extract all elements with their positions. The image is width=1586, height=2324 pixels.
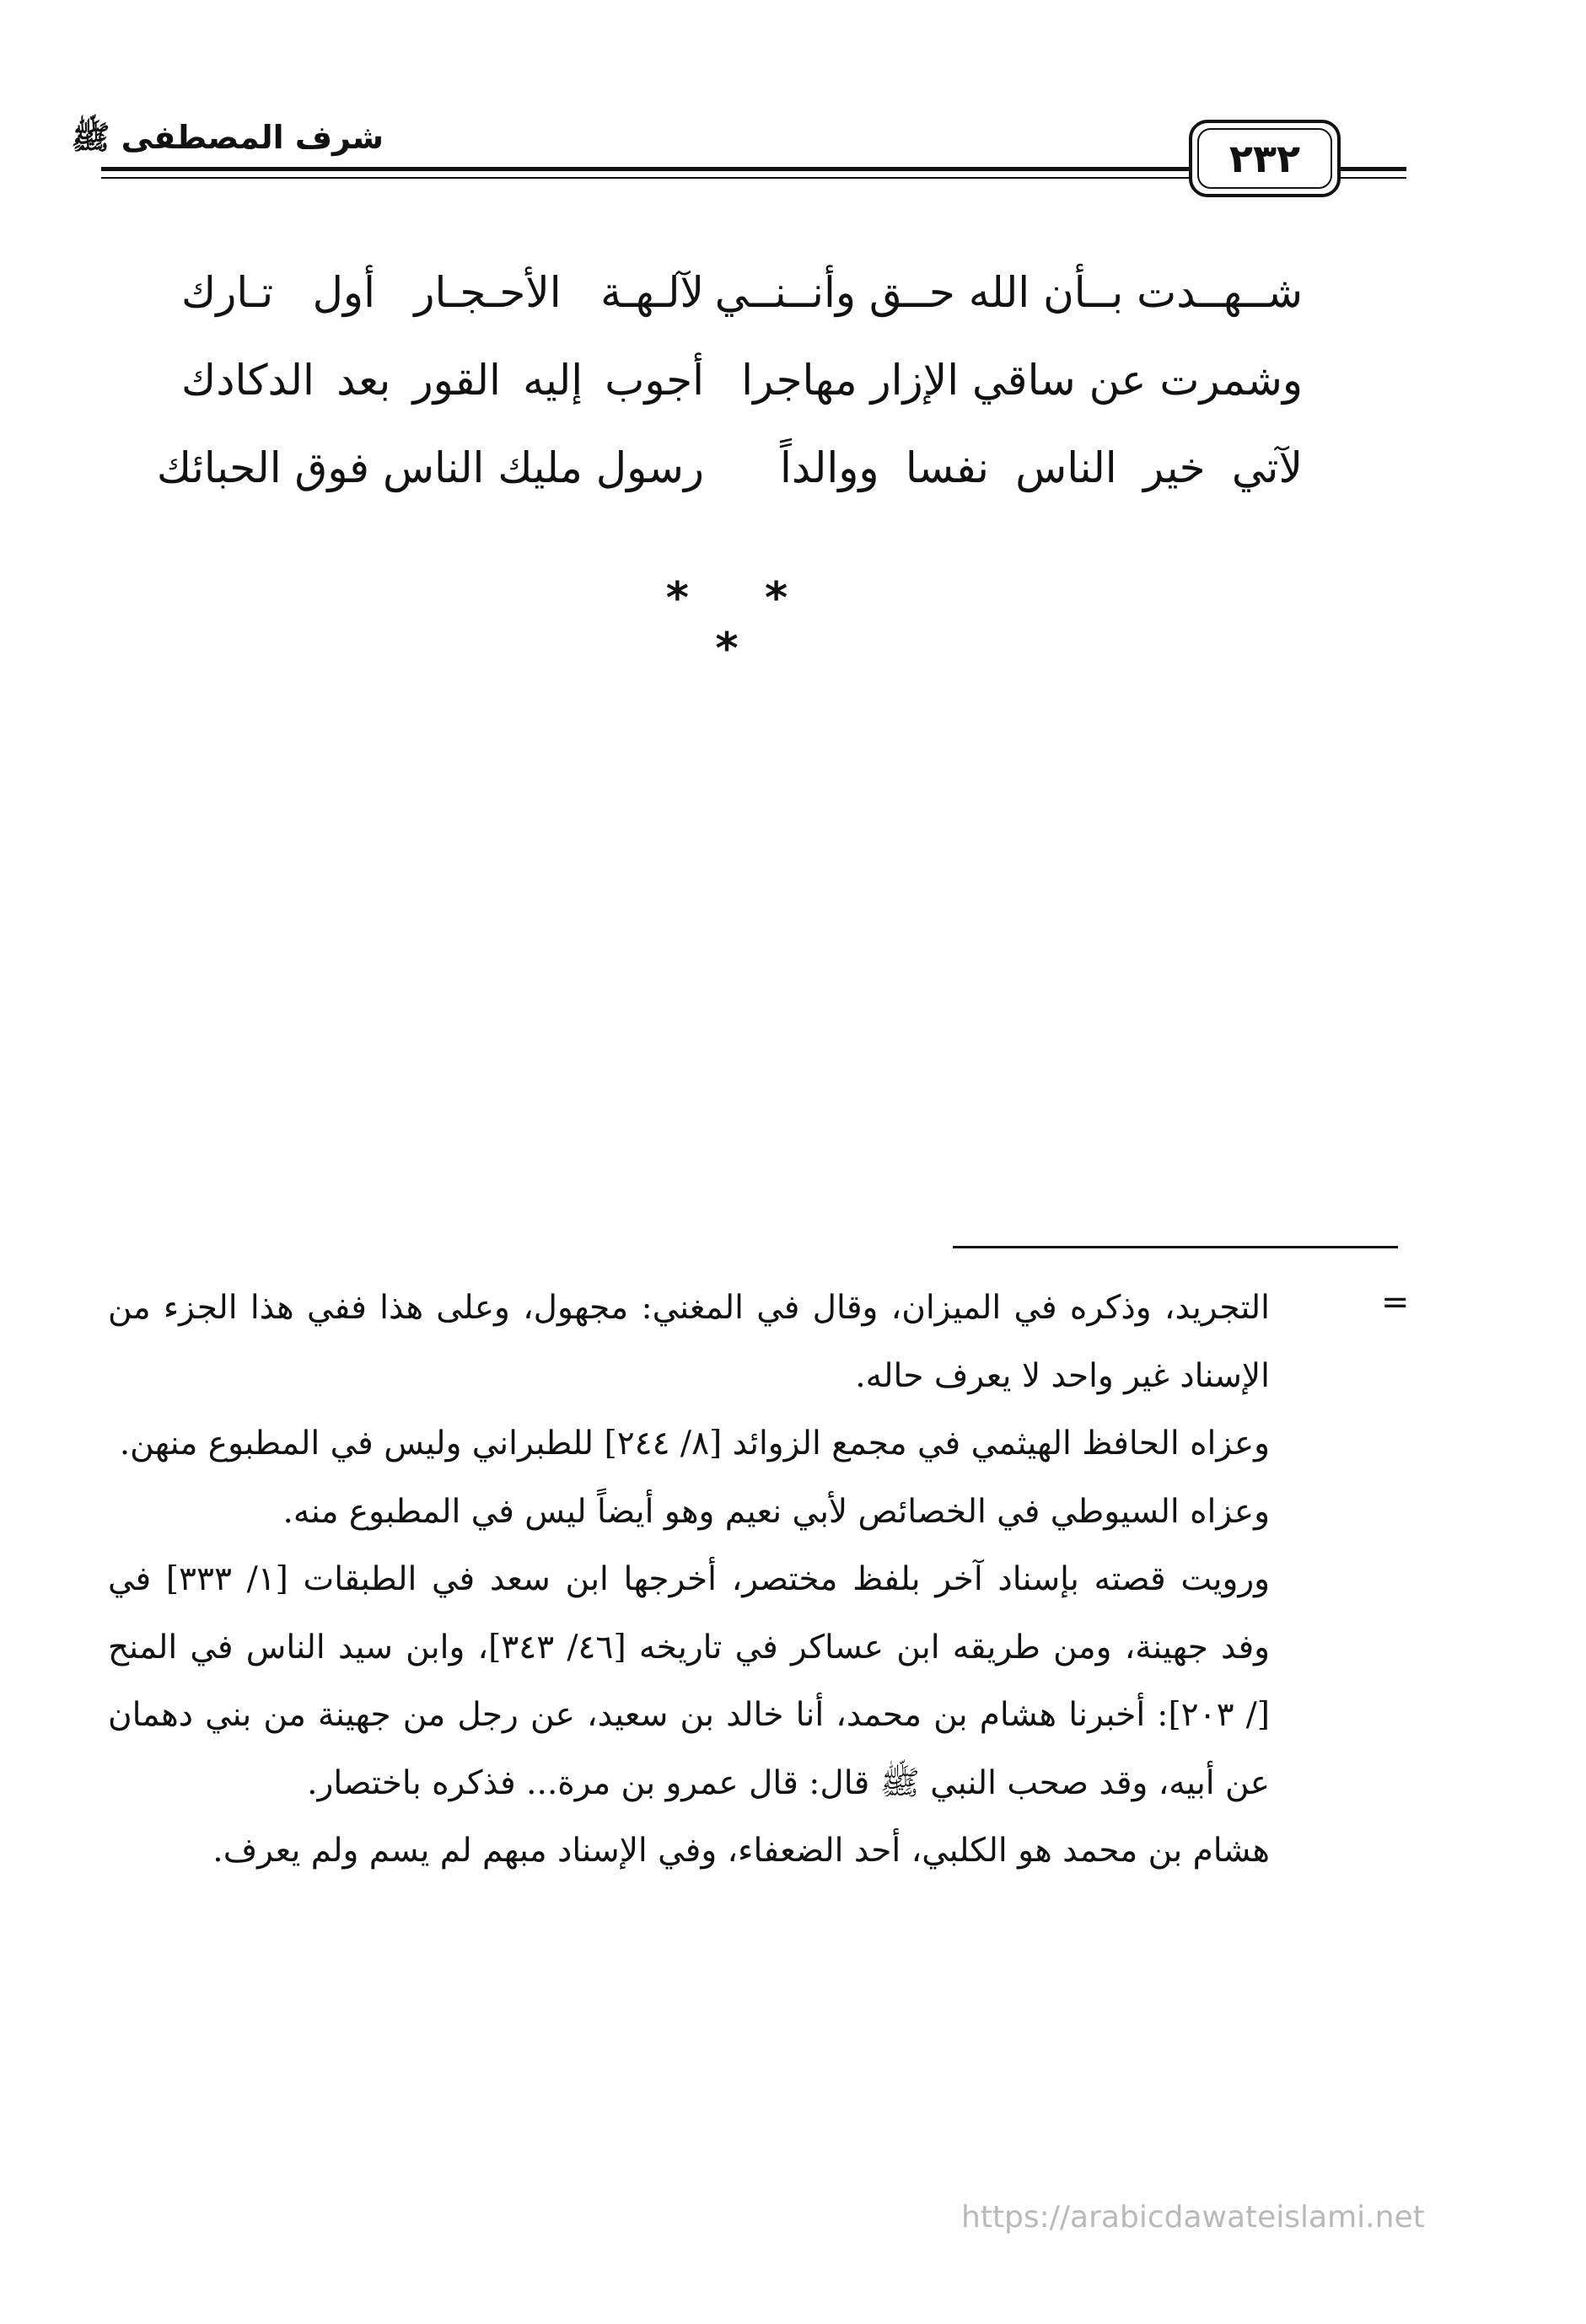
footnote-paragraph: وعزاه السيوطي في الخصائص لأبي نعيم وهو أيضاً ليس في المطبوع منه. <box>282 1492 1270 1531</box>
header-rule-thin <box>101 177 1189 179</box>
verse-second-hemistich: أجوب إليه القور بعد الدكادك <box>181 356 704 405</box>
poem-verse <box>156 424 1303 512</box>
footnote-rule <box>953 1246 1398 1248</box>
footnote <box>108 1275 1270 1886</box>
footnote-paragraph: ورويت قصته بإسناد آخر بلفظ مختصر، أخرجها ابن سعد في الطبقات [١/ ٣٣٣] في وفد جهينة، ومن طريقه ابن عساكر في تاريخه [٤٦/ ٣٤٣]، وابن سيد الناس في المنح [/ ٢٠٣]: أخبرنا هشام بن محمد، أنا خالد بن سعيد، عن رجل من جهينة من بني دهمان عن أبيه، وقد صحب النبي ﷺ قال: قال عمرو بن مرة... فذكره باختصار. <box>108 1560 1270 1802</box>
watermark-url: https://arabicdawateislami.net <box>961 2200 1425 2235</box>
section-separator: * * * <box>665 573 819 674</box>
verse-first-hemistich: لآتي خير الناس نفسا ووالداً <box>780 443 1303 492</box>
footnote-paragraph: هشام بن محمد هو الكلبي، أحد الضعفاء، وفي الإسناد مبهم لم يسم ولم يعرف. <box>212 1832 1270 1870</box>
page-number-frame <box>1189 120 1341 197</box>
verse-second-hemistich: رسول مليك الناس فوق الحبائك <box>156 443 704 492</box>
footnote-paragraph: التجريد، وذكره في الميزان، وقال في المغني: مجهول، وعلى هذا ففي هذا الجزء من الإسناد غير واحد لا يعرف حاله. <box>108 1289 1270 1395</box>
header-rule <box>101 167 1189 171</box>
poem <box>156 249 1303 512</box>
poem-verse <box>181 336 1303 424</box>
header-rule-right-thin <box>1341 177 1406 179</box>
page-number: ٢٣٢ <box>1197 128 1332 189</box>
footnote-continuation-mark: = <box>1381 1283 1410 1322</box>
verse-second-hemistich: لآلـهـة الأحـجـار أول تـارك <box>181 268 704 317</box>
header-rule-right <box>1341 167 1406 171</box>
footnote-paragraph: وعزاه الحافظ الهيثمي في مجمع الزوائد [٨/ ٢٤٤] للطبراني وليس في المطبوع منهن. <box>119 1425 1270 1463</box>
verse-first-hemistich: وشمرت عن ساقي الإزار مهاجرا <box>741 356 1303 405</box>
poem-verse <box>181 249 1303 336</box>
verse-first-hemistich: شــهــدت بــأن الله حــق وأنــنــي <box>714 268 1303 317</box>
running-header-title: شرف المصطفى ﷺ <box>71 119 384 156</box>
